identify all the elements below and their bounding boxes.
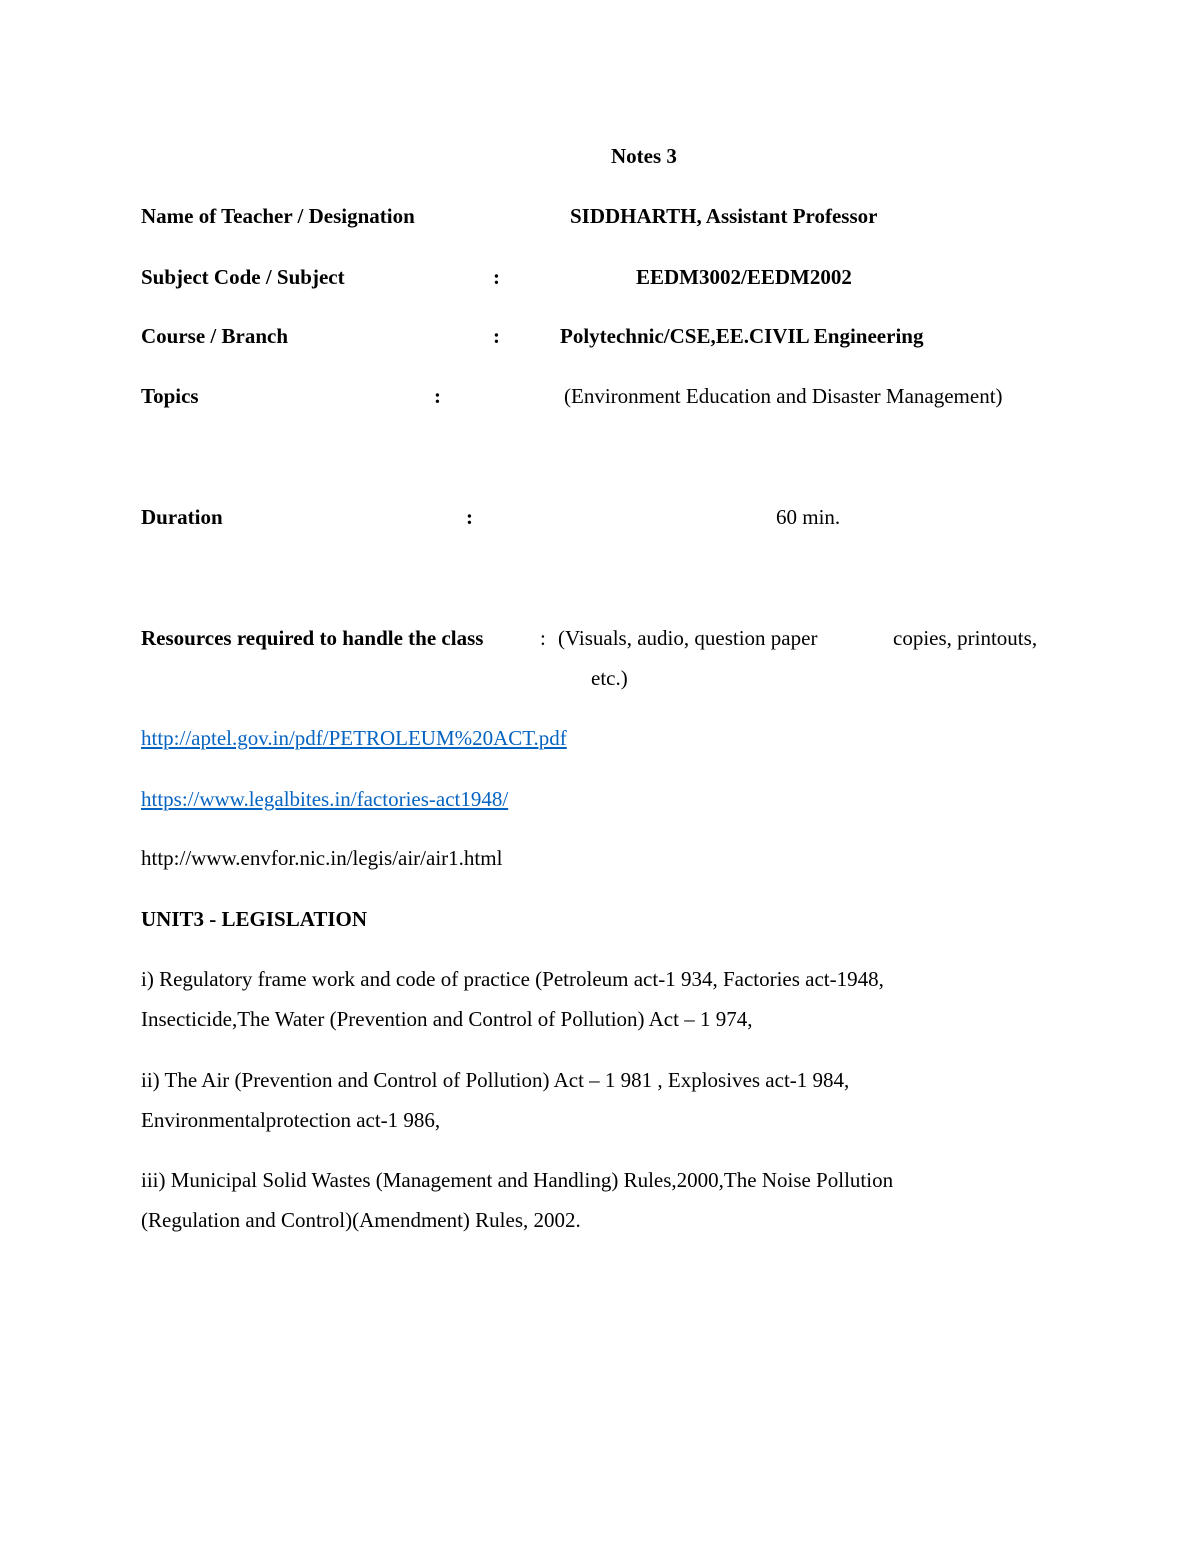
duration-label: Duration [141, 505, 223, 529]
resources-text-1: (Visuals, audio, question paper [558, 626, 818, 650]
resources-text-2: copies, printouts, [893, 626, 1038, 650]
teacher-value: SIDDHARTH, Assistant Professor [570, 204, 878, 228]
subject-colon: : [493, 265, 500, 289]
duration-colon: : [466, 505, 473, 529]
topics-label: Topics [141, 384, 199, 408]
course-label: Course / Branch [141, 324, 288, 348]
page-title: Notes 3 [611, 144, 677, 168]
resources-text-3: etc.) [591, 666, 628, 690]
list-item: i) Regulatory frame work and code of practice (Petroleum act-1 934, Factories act-1948, [141, 967, 884, 991]
topics-colon: : [434, 384, 441, 408]
list-item: ii) The Air (Prevention and Control of Pollution) Act – 1 981 , Explosives act-1 984, [141, 1068, 850, 1092]
list-item-continuation: (Regulation and Control)(Amendment) Rules, 2002. [141, 1208, 581, 1232]
course-value: Polytechnic/CSE,EE.CIVIL Engineering [560, 324, 924, 348]
course-colon: : [493, 324, 500, 348]
duration-value: 60 min. [776, 505, 841, 529]
petroleum-act-link[interactable]: http://aptel.gov.in/pdf/PETROLEUM%20ACT.pdf [141, 726, 567, 750]
unit-heading: UNIT3 - LEGISLATION [141, 907, 367, 931]
topics-value: (Environment Education and Disaster Management) [564, 384, 1003, 408]
factories-act-link[interactable]: https://www.legalbites.in/factories-act1948/ [141, 787, 509, 811]
subject-label: Subject Code / Subject [141, 265, 345, 289]
subject-value: EEDM3002/EEDM2002 [636, 265, 852, 289]
teacher-label: Name of Teacher / Designation [141, 204, 415, 228]
list-item-continuation: Environmentalprotection act-1 986, [141, 1108, 441, 1132]
list-item: iii) Municipal Solid Wastes (Management and Handling) Rules,2000,The Noise Pollution [141, 1168, 894, 1192]
resources-colon: : [540, 626, 546, 650]
air-act-url: http://www.envfor.nic.in/legis/air/air1.html [141, 846, 503, 870]
resources-label: Resources required to handle the class [141, 626, 484, 650]
list-item-continuation: Insecticide,The Water (Prevention and Control of Pollution) Act – 1 974, [141, 1007, 753, 1031]
